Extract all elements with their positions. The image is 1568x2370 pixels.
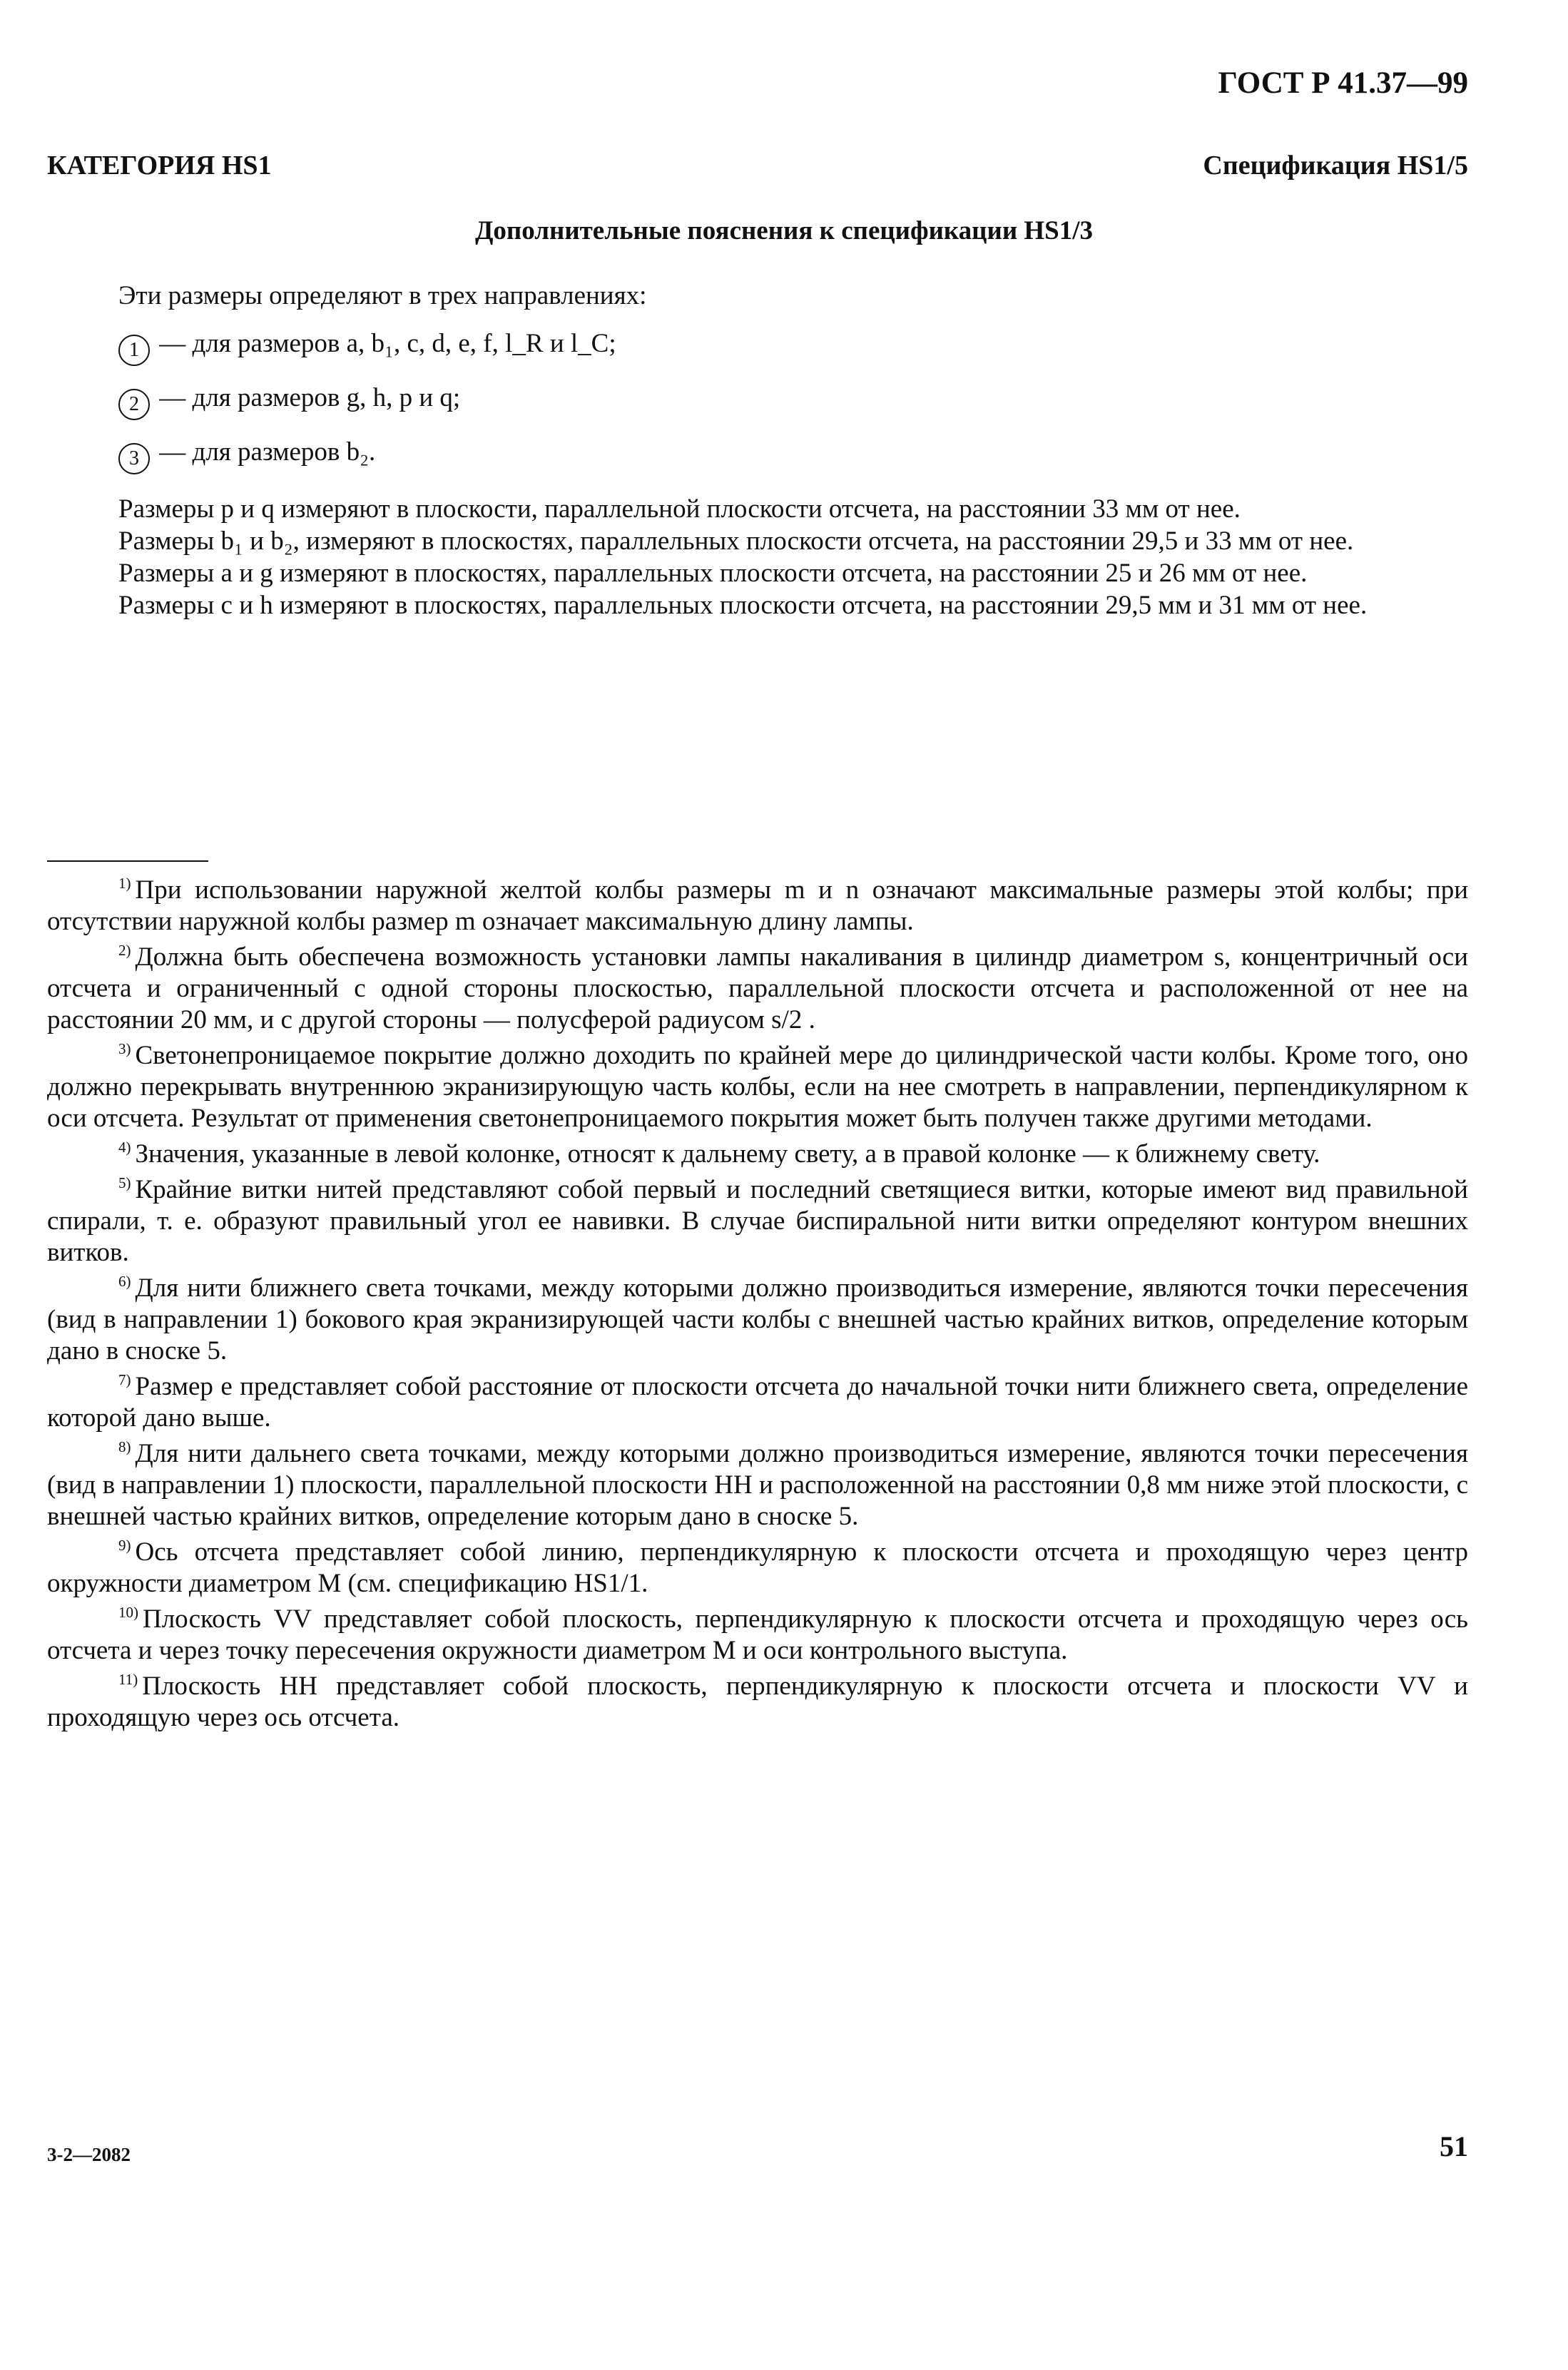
footnote: [47, 1371, 1468, 1434]
footer-print-code: 3-2—2082: [47, 2144, 131, 2165]
body-text: [47, 280, 1468, 621]
footnote: [47, 1174, 1468, 1268]
footnote: [47, 1604, 1468, 1667]
footnote-text: Значения, указанные в левой колонке, относят к дальнему свету, а в правой колонке — к ближнему свету.: [135, 1139, 1320, 1169]
section-heading: Дополнительные пояснения к спецификации HS1/3: [474, 216, 1094, 245]
footnote-text: Должна быть обеспечена возможность установки лампы накаливания в цилиндр диаметром s, концентричный оси отсчета и ограниченный с одной стороны плоскостью, параллельной плоскости отсчета и расположенной от нее на расстоянии 20 мм, и с другой стороны — полусферой радиусом s/2 .: [47, 942, 1468, 1034]
footnote-mark: 5): [118, 1174, 131, 1191]
direction-text: — для размеров b₂.: [159, 437, 376, 467]
footnote-mark: 1): [118, 875, 131, 892]
footnote-text: Размер e представляет собой расстояние от плоскости отсчета до начальной точки нити ближнего света, определение которой дано выше.: [47, 1372, 1468, 1433]
footnote-mark: 10): [118, 1604, 138, 1621]
paragraph: Размеры a и g измеряют в плоскостях, параллельных плоскости отсчета, на расстоянии 25 и 26 мм от нее.: [118, 559, 1308, 588]
paragraph: Размеры c и h измеряют в плоскостях, параллельных плоскости отсчета, на расстоянии 29,5 мм и 31 мм от нее.: [118, 591, 1368, 620]
footnote-text: Светонепроницаемое покрытие должно доходить по крайней мере до цилиндрической части колбы. Кроме того, оно должно перекрывать внутреннюю экранизирующую часть колбы, если на нее смотреть в направлении, перпендикулярном к оси отсчета. Результат от применения светонепроницаемого покрытия может быть получен также другими методами.: [47, 1041, 1468, 1133]
standard-id: ГОСТ Р 41.37—99: [1218, 66, 1468, 100]
footnote-text: Для нити дальнего света точками, между которыми должно производиться измерение, являются точки пересечения (вид в направлении 1) плоскости, параллельной плоскости HH и расположенной на расстоянии 0,8 мм ниже этой плоскости, с внешней частью крайних витков, определение которым дано в сноске 5.: [47, 1439, 1468, 1531]
direction-text: — для размеров g, h, p и q;: [159, 383, 461, 412]
direction-item: [47, 436, 1468, 474]
direction-item: [47, 327, 1468, 366]
footnote-text: Для нити ближнего света точками, между которыми должно производиться измерение, являются точки пересечения (вид в направлении 1) бокового края экранизирующей части колбы с внешней частью крайних витков, определение которым дано в сноске 5.: [47, 1273, 1468, 1365]
footnote-text: При использовании наружной желтой колбы размеры m и n означают максимальные размеры этой колбы; при отсутствии наружной колбы размер m означает максимальную длину лампы.: [47, 875, 1468, 936]
intro-paragraph: Эти размеры определяют в трех направлениях:: [118, 281, 647, 310]
footnote-mark: 2): [118, 942, 131, 959]
page-number: 51: [1440, 2130, 1468, 2162]
footnote-mark: 7): [118, 1371, 131, 1388]
footnote: [47, 1537, 1468, 1600]
direction-item: [47, 382, 1468, 420]
footnote-mark: 4): [118, 1139, 131, 1156]
footnote-text: Ось отсчета представляет собой линию, перпендикулярную к плоскости отсчета и проходящую через центр окружности диаметром М (см. спецификацию HS1/1.: [47, 1537, 1468, 1598]
footnote-text: Плоскость HH представляет собой плоскость, перпендикулярную к плоскости отсчета и плоскости VV и проходящую через ось отсчета.: [47, 1672, 1468, 1732]
category-label: КАТЕГОРИЯ HS1: [47, 151, 272, 180]
specification-label: Спецификация HS1/5: [1203, 151, 1468, 180]
footnote-separator: [47, 860, 208, 862]
footnote-mark: 9): [118, 1537, 131, 1554]
footnote: [47, 1671, 1468, 1734]
footnotes: [47, 875, 1468, 1738]
footnote: [47, 1139, 1468, 1170]
footnote: [47, 875, 1468, 937]
paragraph: Размеры b₁ и b₂, измеряют в плоскостях, параллельных плоскости отсчета, на расстоянии 29,5 и 33 мм от нее.: [118, 527, 1354, 556]
circled-number: 3: [118, 443, 150, 474]
footnote: [47, 1273, 1468, 1367]
paragraph: Размеры p и q измеряют в плоскости, параллельной плоскости отсчета, на расстоянии 33 мм от нее.: [118, 494, 1241, 524]
footnote-mark: 8): [118, 1438, 131, 1455]
circled-number: 1: [118, 335, 150, 366]
footnote: [47, 942, 1468, 1036]
footnote: [47, 1438, 1468, 1532]
footnote-mark: 3): [118, 1040, 131, 1057]
footnote-text: Крайние витки нитей представляют собой первый и последний светящиеся витки, которые имеют вид правильной спирали, т. е. образуют правильный угол ее навивки. В случае биспиральной нити витки определяют контуром внешних витков.: [47, 1175, 1468, 1267]
footnote-mark: 11): [118, 1671, 138, 1688]
footnote-text: Плоскость VV представляет собой плоскость, перпендикулярную к плоскости отсчета и проходящую через ось отсчета и через точку пересечения окружности диаметром M и оси контрольного выступа.: [47, 1604, 1468, 1665]
footnote: [47, 1040, 1468, 1134]
direction-text: — для размеров a, b₁, c, d, e, f, l_R и l_C;: [159, 329, 616, 358]
footnote-mark: 6): [118, 1273, 131, 1290]
circled-number: 2: [118, 389, 150, 420]
